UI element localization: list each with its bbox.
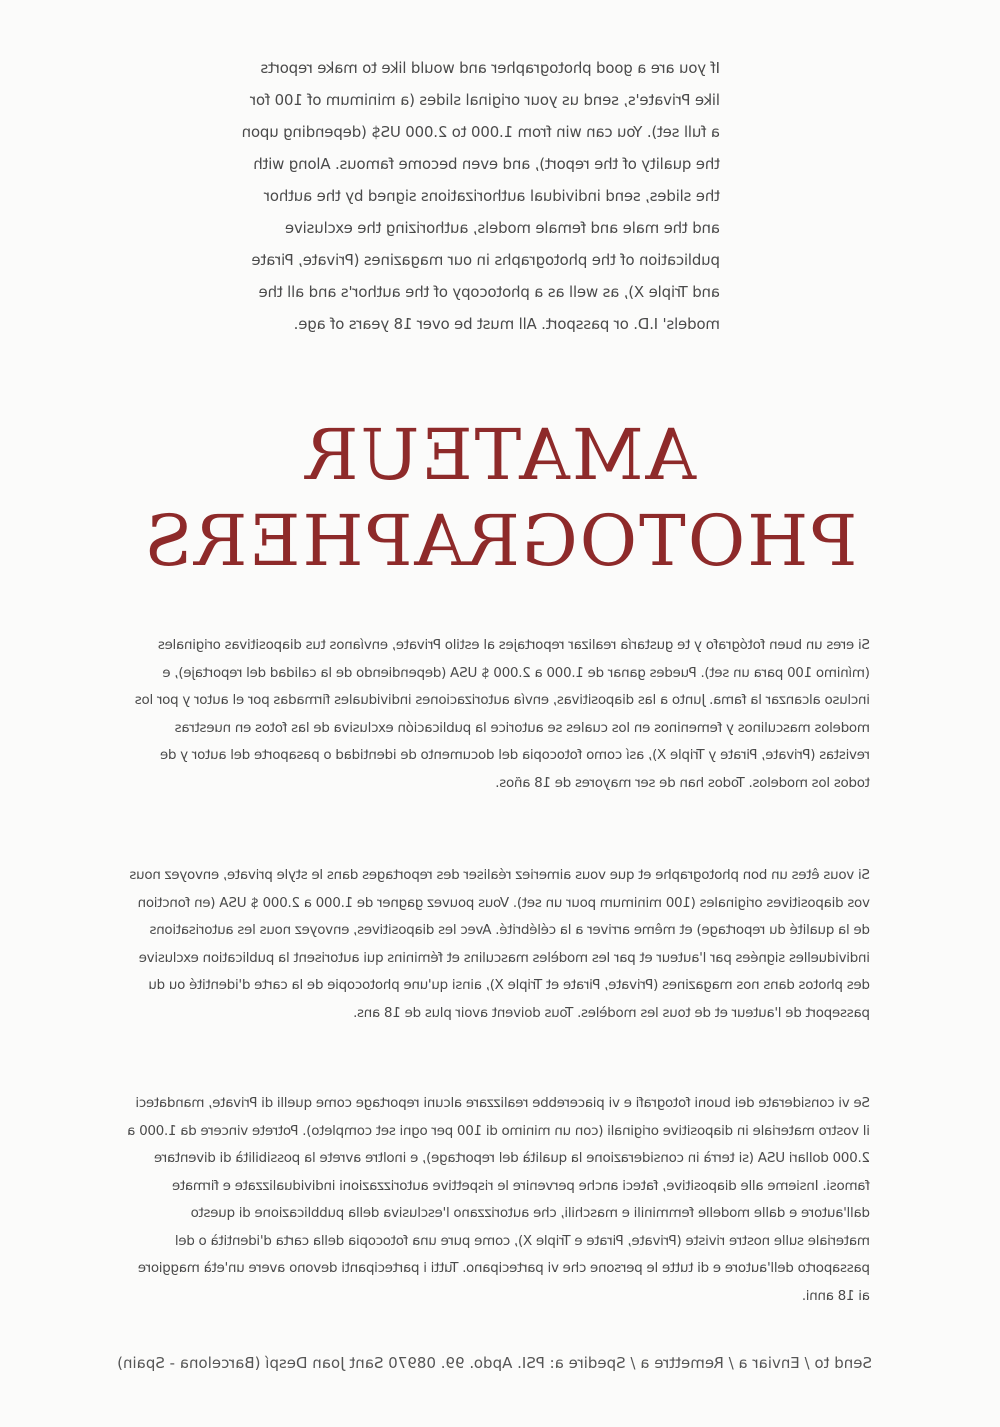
title-line-1: AMATEUR xyxy=(303,414,697,496)
title-line-2: PHOTOGRAPHERS xyxy=(142,500,858,582)
paragraph-french xyxy=(125,862,870,1027)
footer-address: Send to / Enviar a / Remettre a / Spedire a: PSI. Apdo. 99. 08970 Sant Joan Despí (Barcelona - Spain) xyxy=(117,1354,872,1372)
spanish-text: Si eres un buen fotógrafo y te gustaría realizar reportajes al estilo Private, envíanos tus diapositivas originales (mínimo 100 para un set). Puedes ganar de 1.000 a 2.000 $ USA (dependiendo de la calidad del reportaje), e incluso alcanzar la fama. Junto a las diapositivas, envía autorizaciones individuales firmadas por el autor y por los modelos masculinos y femeninos en los cuales se autorice la publicación exclusiva de las fotos en nuestras revistas (Private, Pirate y Triple X), así como fotocopia del documento de identidad o pasaporte del autor y de todos los modelos. Todos han de ser mayores de 18 años. xyxy=(135,637,870,791)
page-title xyxy=(90,412,910,584)
paragraph-spanish xyxy=(125,632,870,797)
paragraph-italian xyxy=(125,1090,870,1310)
intro-text: If you are a good photographer and would like to make reports like Private's, send us your original slides (a minimum of 100 for a full set). You can win from 1.000 to 2.000 US$ (depending upon the quality of the report), and even become famous. Along with the slides, send individual authorizations signed by the author and the male and female models, authorizing the exclusive publication of the photographs in our magazines (Private, Pirate and Triple X), as well as a photocopy of the author's and all the models' I.D. or passport. All must be over 18 years of age. xyxy=(241,59,720,333)
intro-english xyxy=(240,52,720,340)
italian-text: Se vi considerate dei buoni fotografi e vi piacerebbe realizzare alcuni reportage come quelli di Private, mandateci il vostro materiale in diapositive originali (con un minimo di 100 per ogni set completo). Potrete vincere da 1.000 a 2.000 dollari USA (si terrà in considerazione la qualità del reportage), e inoltre avrete la possibilità di diventare famosi. Insieme alle diapositive, fateci anche pervenire le rispettive autorizzazioni individualizzate e firmate dall'autore e dalle modelle femminili e maschili, che autorizzano l'esclusiva della pubblicazione di questo materiale sulle nostre riviste (Private, Pirate e Triple X), come pure una fotocopia della carta d'identità o del passaporto dell'autore e di tutte le persone che vi partecipano. Tutti i partecipanti devono avere un'età maggiore ai 18 anni. xyxy=(127,1095,870,1304)
french-text: Si vous êtes un bon photographe et que vous aimeriez réaliser des reportages dans le style private, envoyez nous vos diapositives originales (100 minimum pour un set). Vous pouvez gagner de 1.000 a 2.000 $ USA (en fonction de la qualité du reportage) et même arriver a la célébrité. Avec les diapositives, envoyez nous les autorisations individuelles signées par l'auteur et par les modèles masculins et féminins qui autorisent la publication exclusive des photos dans nos magazines (Private, Pirate et Triple X), ainsi qu'une photocopie de la carte d'identité ou du passeport de l'auteur et de tous les modèles. Tous doivent avoir plus de 18 ans. xyxy=(129,867,870,1021)
